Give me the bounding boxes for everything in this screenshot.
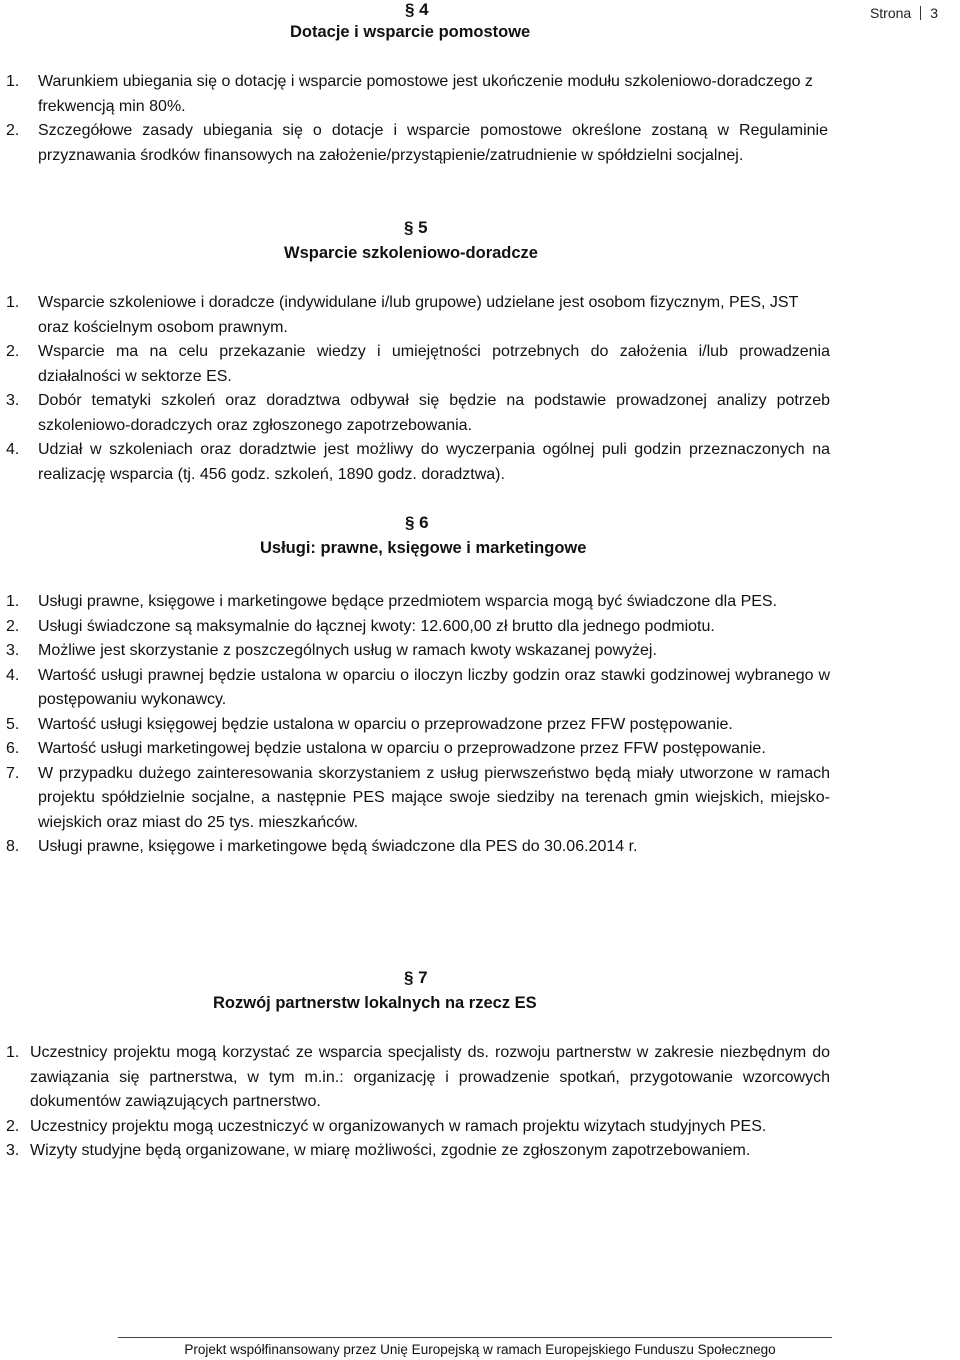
item-text: W przypadku dużego zainteresowania skorzystaniem z usług pierwszeństwo będą miały utworzone w ramach projektu spółdzielnie socjalne, a następnie PES mające swoje siedziby na terenach gmin wiejskich, miejsko-wiejskich oraz miast do 25 tys. mieszkańców. <box>38 764 830 831</box>
section-number: § 6 <box>405 513 429 532</box>
item-number: 2. <box>6 343 20 360</box>
item-number: 2. <box>6 617 20 635</box>
list-item <box>6 639 830 664</box>
item-text: Udział w szkoleniach oraz doradztwie jest możliwy do wyczerpania ogólnej puli godzin przeznaczonych na realizację wsparcia (tj. 456 godz. szkoleń, 1890 godz. doradztwa). <box>38 441 830 483</box>
list-item <box>6 1139 830 1164</box>
item-number: 3. <box>6 642 20 659</box>
list-item <box>6 835 830 860</box>
item-number: 3. <box>6 1142 20 1159</box>
item-text: Usługi prawne, księgowe i marketingowe będące przedmiotem wsparcia mogą być świadczone dla PES. <box>38 593 778 610</box>
section-list <box>6 70 828 168</box>
item-text: Wartość usługi księgowej będzie ustalona w oparciu o przeprowadzone przez FFW postępowanie. <box>38 715 733 733</box>
item-text: Usługi prawne, księgowe i marketingowe będą świadczone dla PES do 30.06.2014 r. <box>38 838 638 855</box>
item-text: Możliwe jest skorzystanie z poszczególnych usług w ramach kwoty wskazanej powyżej. <box>38 642 657 659</box>
item-text: Usługi świadczone są maksymalnie do łącznej kwoty: 12.600,00 zł brutto dla jednego podmiotu. <box>38 617 715 635</box>
list-item <box>6 1115 830 1140</box>
list-item <box>6 1041 830 1115</box>
item-text: Wsparcie ma na celu przekazanie wiedzy i umiejętności potrzebnych do założenia i/lub prowadzenia działalności w sektorze ES. <box>38 343 830 385</box>
item-number: 7. <box>6 764 20 782</box>
list-item <box>6 762 830 836</box>
item-number: 6. <box>6 740 20 757</box>
item-text: Uczestnicy projektu mogą korzystać ze wsparcia specjalisty ds. rozwoju partnerstw w zakresie niezbędnym do zawiązania się partnerstwa, w tym m.in.: organizację i prowadzenie spotkań, przygotowanie wzorcowych dokumentów zawiązujących partnerstwo. <box>30 1044 830 1110</box>
page-footer: Projekt współfinansowany przez Unię Europejską w ramach Europejskiego Funduszu Społecznego <box>184 1342 776 1357</box>
page-label-divider <box>920 6 921 20</box>
list-item <box>6 438 830 487</box>
section-title: Rozwój partnerstw lokalnych na rzecz ES <box>213 994 537 1012</box>
list-item <box>6 590 830 615</box>
item-number: 2. <box>6 1117 20 1135</box>
page-label-text: Strona <box>869 5 912 21</box>
list-item <box>6 70 828 119</box>
section-title: Wsparcie szkoleniowo-doradcze <box>284 244 538 262</box>
item-number: 4. <box>6 666 20 684</box>
section-number: § 7 <box>404 968 428 987</box>
list-item <box>6 664 830 713</box>
item-number: 2. <box>6 122 20 139</box>
item-text: Wartość usługi prawnej będzie ustalona w oparciu o iloczyn liczby godzin oraz stawki godzinowej wybranego w postępowaniu wykonawcy. <box>38 666 830 708</box>
item-number: 8. <box>6 838 20 855</box>
page-label <box>870 5 938 21</box>
list-item <box>6 340 830 389</box>
list-item <box>6 737 830 762</box>
item-number: 5. <box>6 715 20 733</box>
list-item <box>6 713 830 738</box>
section-number: § 4 <box>405 0 429 19</box>
item-number: 3. <box>6 392 20 409</box>
section-number: § 5 <box>404 218 428 237</box>
item-text: Szczegółowe zasady ubiegania się o dotacje i wsparcie pomostowe określone zostaną w Regulaminie przyznawania środków finansowych na założenie/przystąpienie/zatrudnienie w spółdzielni socjalnej. <box>38 122 828 164</box>
footer-divider <box>118 1337 832 1338</box>
section-list <box>6 590 830 860</box>
list-item <box>6 615 830 640</box>
item-text: Warunkiem ubiegania się o dotację i wsparcie pomostowe jest ukończenie modułu szkoleniowo-doradczego z frekwencją min 80%. <box>38 73 813 115</box>
item-text: Wartość usługi marketingowej będzie ustalona w oparciu o przeprowadzone przez FFW postępowanie. <box>38 740 766 757</box>
item-number: 1. <box>6 1044 20 1061</box>
section-list <box>6 1041 830 1164</box>
item-text: Wsparcie szkoleniowe i doradcze (indywidulane i/lub grupowe) udzielane jest osobom fizycznym, PES, JST oraz kościelnym osobom prawnym. <box>38 294 799 336</box>
section-title: Usługi: prawne, księgowe i marketingowe <box>260 539 587 557</box>
page-number: 3 <box>930 5 938 21</box>
item-number: 4. <box>6 441 20 458</box>
section-title: Dotacje i wsparcie pomostowe <box>290 23 531 41</box>
item-number: 1. <box>6 294 20 311</box>
list-item <box>6 291 830 340</box>
item-text: Uczestnicy projektu mogą uczestniczyć w organizowanych w ramach projektu wizytach studyjnych PES. <box>30 1117 767 1135</box>
section-list <box>6 291 830 487</box>
item-number: 1. <box>6 73 20 90</box>
item-number: 1. <box>6 593 20 610</box>
item-text: Dobór tematyki szkoleń oraz doradztwa odbywał się będzie na podstawie prowadzonej analizy potrzeb szkoleniowo-doradczych oraz zgłoszonego zapotrzebowania. <box>38 392 830 434</box>
list-item <box>6 119 828 168</box>
list-item <box>6 389 830 438</box>
item-text: Wizyty studyjne będą organizowane, w miarę możliwości, zgodnie ze zgłoszonym zapotrzebowaniem. <box>30 1142 751 1159</box>
